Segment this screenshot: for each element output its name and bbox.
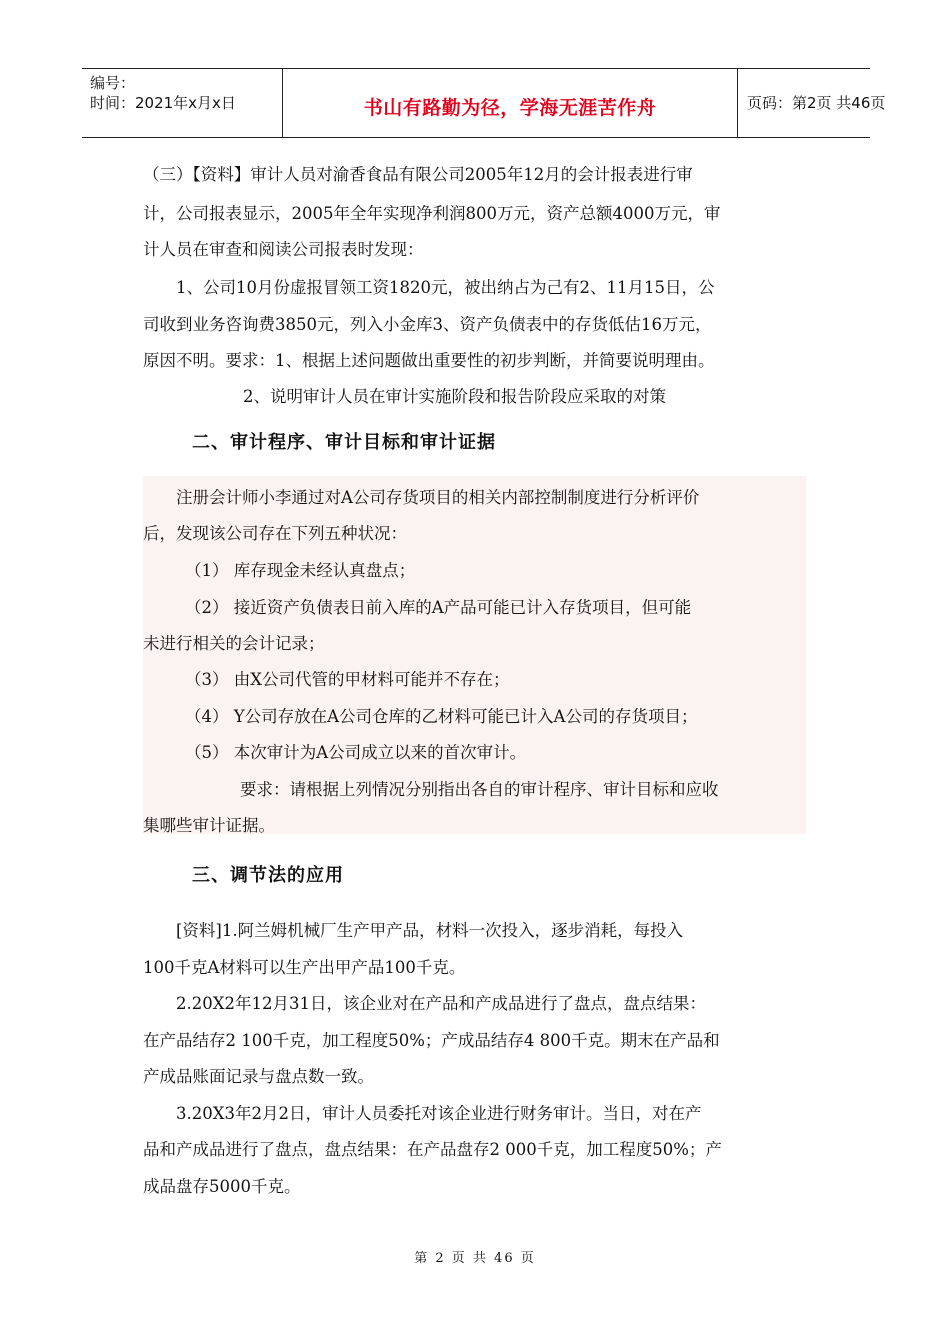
document-date: 时间：2021年x月x日 (90, 94, 236, 112)
paragraph-line: 计人员在审查和阅读公司报表时发现： (143, 240, 424, 259)
paragraph-line: 在产品结存2 100千克，加工程度50%；产成品结存4 800千克。期末在产品和 (143, 1031, 720, 1050)
list-item: （2） 接近资产负债表日前入库的A产品可能已计入存货项目，但可能 (185, 598, 692, 617)
paragraph-line: 成品盘存5000千克。 (143, 1177, 301, 1196)
header-left-cell (82, 69, 282, 137)
section-heading: 二、审计程序、审计目标和审计证据 (192, 432, 496, 453)
paragraph-line: 要求：请根据上列情况分别指出各自的审计程序、审计目标和应收 (240, 780, 719, 799)
document-header (82, 68, 886, 138)
paragraph-line: 注册会计师小李通过对A公司存货项目的相关内部控制制度进行分析评价 (176, 488, 700, 507)
section-heading: 三、调节法的应用 (192, 865, 344, 886)
header-right-cell (737, 69, 886, 137)
document-number-label: 编号： (90, 74, 136, 92)
list-item: （3） 由X公司代管的甲材料可能并不存在； (185, 670, 510, 689)
paragraph-line: 未进行相关的会计记录； (143, 634, 325, 653)
list-item: （1） 库存现金未经认真盘点； (185, 561, 416, 580)
paragraph-line: 3.20X3年2月2日，审计人员委托对该企业进行财务审计。当日，对在产 (176, 1104, 702, 1123)
page-footer: 第 2 页 共 46 页 (414, 1251, 536, 1266)
header-middle-cell (282, 69, 738, 137)
list-item: （4） Y公司存放在A公司仓库的乙材料可能已计入A公司的存货项目； (185, 707, 698, 726)
paragraph-line: 司收到业务咨询费3850元，列入小金库3、资产负债表中的存货低估16万元， (143, 315, 712, 334)
header-motto: 书山有路勤为径，学海无涯苦作舟 (363, 97, 657, 119)
paragraph-line: 计，公司报表显示，2005年全年实现净利润800万元，资产总额4000万元，审 (143, 204, 721, 223)
paragraph-line: 品和产成品进行了盘点，盘点结果：在产品盘存2 000千克，加工程度50%；产 (143, 1140, 722, 1159)
paragraph-line: 原因不明。要求：1、根据上述问题做出重要性的初步判断，并简要说明理由。 (143, 351, 715, 370)
header-page-info: 页码：第2页 共46页 (747, 94, 886, 112)
paragraph-line: [资料]1.阿兰姆机械厂生产甲产品，材料一次投入，逐步消耗，每投入 (176, 921, 684, 940)
paragraph-line: 集哪些审计证据。 (143, 816, 275, 835)
paragraph-line: 2.20X2年12月31日，该企业对在产品和产成品进行了盘点，盘点结果： (176, 994, 706, 1013)
paragraph-line: 100千克A材料可以生产出甲产品100千克。 (143, 958, 466, 977)
list-item: （5） 本次审计为A公司成立以来的首次审计。 (185, 743, 527, 762)
paragraph-line: （三）【资料】审计人员对渝香食品有限公司2005年12月的会计报表进行审 (143, 165, 693, 184)
paragraph-line: 产成品账面记录与盘点数一致。 (143, 1067, 374, 1086)
paragraph-line: 后，发现该公司存在下列五种状况： (143, 524, 407, 543)
paragraph-line: 1、公司10月份虚报冒领工资1820元，被出纳占为己有2、11月15日，公 (176, 278, 715, 297)
paragraph-line: 2、说明审计人员在审计实施阶段和报告阶段应采取的对策 (243, 387, 666, 406)
